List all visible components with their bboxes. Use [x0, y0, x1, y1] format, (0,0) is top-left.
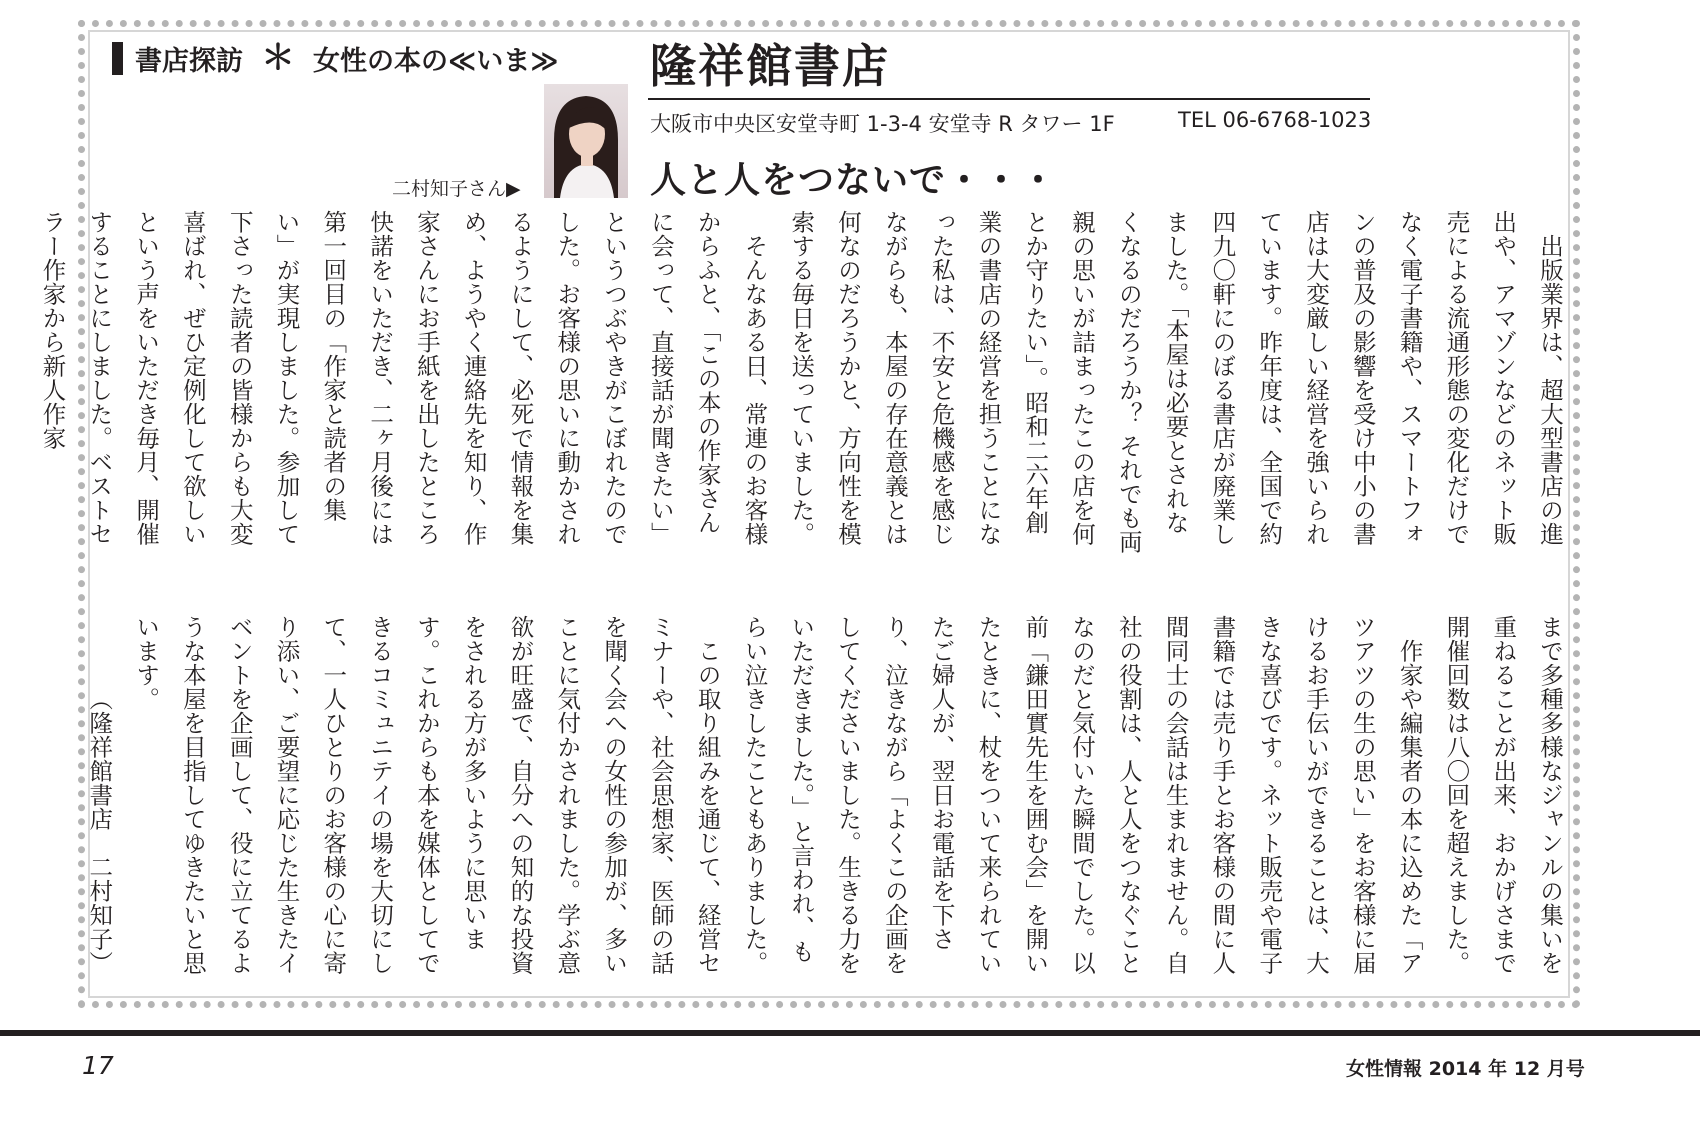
- issue-footer: 女性情報 2014 年 12 月号: [1346, 1058, 1585, 1080]
- section-marker-bar: [112, 42, 123, 75]
- article-paragraph: そんなある日、常連のお客様からふと、「この本の作家さんに会って、直接話が聞きたい」というつぶやきがこぼれたのでした。お客様の思いに動かされるようにして、必死で情報を集め、ようやく連絡先を知り、作家さんにお手紙を出したところ快諾をいただき、二ヶ月後には第一回目の「作家と読者の集い」が実現しました。参加して下さった読者の皆様からも大変喜ばれ、ぜひ定例化して欲しいという声をいただき毎月、開催することにしました。ベストセラー作家から新人作家: [38, 210, 769, 546]
- article-byline: （隆祥館書店 二村知子）: [85, 687, 114, 975]
- section-label: [112, 38, 559, 78]
- address-line: [650, 108, 1370, 138]
- article-top-tier: [38, 210, 1573, 555]
- portrait-photo: [544, 84, 628, 198]
- article-paragraph: まで多種多様なジャンルの集いを重ねることが出来、おかげさまで開催回数は八〇回を超えました。: [1442, 615, 1564, 975]
- store-address: 大阪市中央区安堂寺町 1-3-4 安堂寺 R タワー 1F: [650, 112, 1115, 136]
- store-tel: TEL 06-6768-1023: [1178, 108, 1372, 132]
- article-paragraph: 出版業界は、超大型書店の進出や、アマゾンなどのネット販売による流通形態の変化だけでなく電子書籍や、スマートフォンの普及の影響を受け中小の書店は大変厳しい経営を強いられています。昨年度は、全国で約四九〇軒にのぼる書店が廃業しました。「本屋は必要とされなくなるのだろうか？ それでも両親の思いが詰まったこの店を何とか守りたい」。昭和二六年創業の書店の経営を担うことになった私は、不安と危機感を感じながらも、本屋の存在意義とは何なのだろうかと、方向性を模索する毎日を送っていました。: [787, 210, 1564, 554]
- article-paragraph: この取り組みを通じて、経営セミナーや、社会思想家、医師の話を聞く会への女性の参加が、多いことに気付かされました。学ぶ意欲が旺盛で、自分への知的な投資をされる方が多いように思います。これからも本を媒体としてできるコミュニテイの場を大切にして、一人ひとりのお客様の心に寄り添い、ご要望に応じた生きたイベントを企画して、役に立てるような本屋を目指してゆきたいと思います。: [132, 615, 722, 975]
- store-name: 隆祥館書店: [650, 39, 890, 93]
- series-title: 女性の本の≪いま≫: [313, 45, 559, 77]
- header-rule: [648, 98, 1370, 100]
- article-bottom-tier: [85, 615, 1573, 975]
- footer-rule: [0, 1030, 1700, 1036]
- portrait-illustration: [544, 84, 628, 198]
- page-number: 17: [82, 1051, 114, 1080]
- section-title: 書店探訪: [135, 45, 243, 77]
- photo-caption: 二村知子さん▶: [392, 178, 521, 200]
- article-headline: 人と人をつないで・・・: [650, 159, 1058, 201]
- asterisk-icon: ＊: [261, 38, 295, 78]
- article-paragraph: 作家や編集者の本に込めた「アツアツの生の思い」をお客様に届けるお手伝いができることは、大きな喜びです。ネット販売や電子書籍では売り手とお客様の間に人間同士の会話は生まれません。自社の役割は、人と人をつなぐことなのだと気付いた瞬間でした。以前「鎌田實先生を囲む会」を開いたときに、杖をついて来られていたご婦人が、翌日お電話を下さり、泣きながら「よくこの企画をしてくださいました。生きる力をいただきました。」と言われ、もらい泣きしたこともありました。: [740, 615, 1424, 975]
